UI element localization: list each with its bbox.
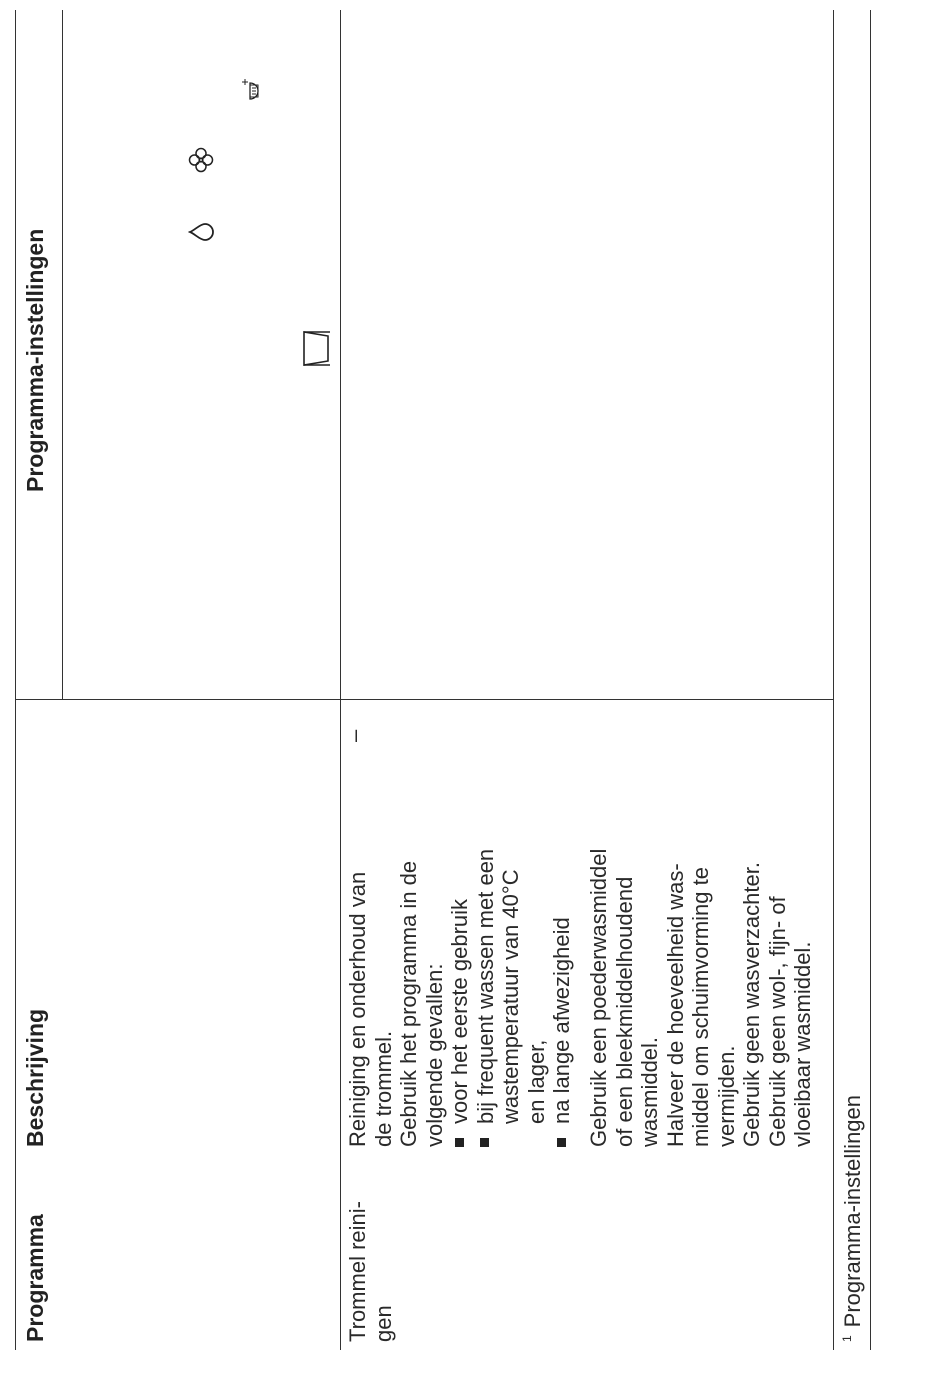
bullet-icon <box>557 1138 566 1147</box>
flower-icon <box>188 147 214 173</box>
footnote-text: Programma-instellingen <box>840 1094 865 1328</box>
header-programma-instellingen: Programma-instellingen <box>22 228 48 492</box>
list-item: na lange afwezigheid <box>549 849 575 1147</box>
footnote-bottom-border <box>870 10 871 1350</box>
drum-plus-icon <box>240 76 266 102</box>
programma-name <box>345 1201 396 1342</box>
list-item: bij frequent wassen met een <box>473 849 499 1147</box>
detergent-drawer-icon <box>300 328 334 368</box>
table-bottom-border <box>833 10 834 1350</box>
settings-left-subline <box>15 699 62 700</box>
header-beschrijving: Beschrijving <box>22 1008 48 1147</box>
programma-line-1: Trommel reini- <box>345 1201 370 1342</box>
programma-line-2: gen <box>370 1305 396 1342</box>
bullet-icon <box>480 1138 489 1147</box>
bullet-icon <box>455 1138 464 1147</box>
drop-icon <box>188 220 214 244</box>
settings-subheader-line <box>62 10 63 700</box>
footnote-marker: 1 <box>840 1335 854 1342</box>
footnote <box>840 1095 866 1342</box>
description-bullets: voor het eerste gebruik bij frequent wassen met een wastemperatuur van 40°C en lager, na lange afwezigheid <box>447 849 575 1147</box>
header-separator <box>340 10 341 1350</box>
column-divider <box>15 699 833 700</box>
description-intro: Reiniging en onderhoud van de trommel. Gebruik het programma in de volgende gevallen: <box>345 860 447 1147</box>
list-item: voor het eerste gebruik <box>447 849 473 1147</box>
table-top-border <box>15 10 16 1350</box>
settings-dash: – <box>342 729 367 742</box>
description-outro: Gebruik een poederwasmiddel of een bleekmiddelhoudend wasmiddel. Halveer de hoeveelheid was- middel om schuimvorming te vermijden. Gebruik geen wasverzachter. Gebruik geen wol-, fijn- of vloeibaar wasmiddel. <box>586 848 815 1147</box>
header-programma: Programma <box>22 1214 48 1342</box>
